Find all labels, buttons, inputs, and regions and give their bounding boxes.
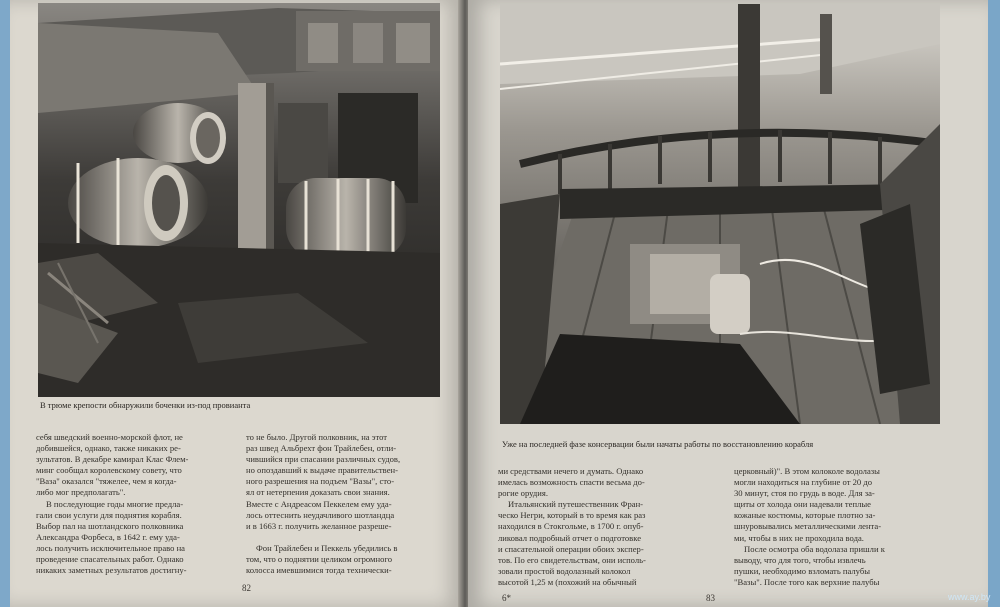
text-line: 30 минут, стоя по грудь в воде. Для за-: [734, 488, 875, 499]
text-line: себя шведский военно-морской флот, не: [36, 432, 183, 442]
text-column-2: [246, 432, 446, 576]
text-line: и спасательной операции обоих экспер-: [498, 543, 644, 554]
page-number: 83: [706, 593, 715, 603]
text-line: высотой 1,25 м (похожий на обычный: [498, 576, 637, 587]
text-line: [246, 532, 446, 543]
text-line: ми средствами нечего и думать. Однако: [498, 466, 644, 476]
text-line: церковный)". В этом колоколе водолазы: [734, 466, 880, 476]
text-line: том, что о поднятии целиком огромного: [246, 553, 392, 564]
cellar-barrels-photo: [38, 3, 440, 397]
text-line: Александра Форбеса, в 1642 г. ему уда-: [36, 531, 180, 542]
text-line: колосса имевшимися тогда технически-: [246, 565, 392, 576]
watermark: www.ay.by: [948, 592, 991, 602]
text-line: ного разрешения на подъем "Вазы", сто-: [246, 476, 395, 487]
text-line: кожаные костюмы, которые плотно за-: [734, 510, 876, 521]
text-line: "Ваза" оказался "тяжелее, чем я когда-: [36, 476, 177, 487]
text-line: раз швед Альбрехт фон Трайлебен, отли-: [246, 443, 397, 454]
page-number: 82: [242, 583, 251, 593]
text-line: добившейся, однако, также никаких ре-: [36, 443, 181, 454]
text-column-1: [498, 466, 710, 588]
text-line: находился в Стокгольме, в 1700 г. опуб-: [498, 521, 644, 532]
photo-caption: В трюме крепости обнаружили боченки из-под провианта: [40, 400, 251, 410]
text-line: чившийся при спасании различных судов,: [246, 454, 401, 465]
text-line: ял от нетерпения доказать свои знания.: [246, 487, 390, 498]
text-line: лось получить исключительное право на: [36, 542, 185, 553]
text-line: никаких заметных результатов достигну-: [36, 565, 187, 576]
text-line: рогие орудия.: [498, 488, 548, 499]
text-line: имелась возможность спасти весьма до-: [498, 477, 645, 488]
text-line: Выбор пал на шотландского полковника: [36, 520, 184, 531]
ship-deck-photo: [500, 4, 940, 424]
text-line: выводу, что для того, чтобы извлечь: [734, 554, 866, 565]
text-column-2: [734, 466, 946, 588]
text-line: либо мог предполагать".: [36, 487, 126, 498]
text-line: ликовал подробный отчет о подготовке: [498, 532, 642, 543]
text-line: зультатов. В декабре камирал Клас Флем-: [36, 454, 189, 465]
text-line: шнуровывались металлическими лента-: [734, 521, 882, 532]
text-line: В последующие годы многие предла-: [46, 498, 184, 509]
text-line: могли находиться на глубине от 20 до: [734, 477, 873, 488]
text-line: зовали простой водолазный колокол: [498, 565, 631, 576]
text-line: проведение спасательных работ. Однако: [36, 554, 184, 565]
text-line: пушки, необходимо взломать палубы: [734, 565, 870, 576]
text-line: После осмотра оба водолаза пришли к: [744, 543, 885, 554]
text-line: Итальянский путешественник Фран-: [508, 499, 644, 510]
text-column-1: [36, 432, 232, 576]
text-line: Вместе с Андреасом Пеккелем ему уда-: [246, 498, 392, 509]
text-line: то не было. Другой полковник, на этот: [246, 432, 388, 442]
text-line: минг сообщал королевскому совету, что: [36, 465, 182, 476]
text-line: лось оттеснить неудачливого шотландца: [246, 509, 395, 520]
right-page: [468, 0, 991, 607]
signature-mark: 6*: [502, 593, 511, 603]
text-line: тов. По его свидетельствам, они исполь-: [498, 554, 646, 565]
left-page: [10, 0, 462, 607]
photo-caption: Уже на последней фазе консервации были начаты работы по восстановлению корабля: [502, 439, 814, 449]
text-line: Фон Трайлебен и Пеккель убедились в: [256, 542, 398, 553]
text-line: ми, чтобы в них не проходила вода.: [734, 532, 864, 543]
text-line: "Вазы". После того как верхние палубы: [734, 576, 880, 587]
text-line: и в 1663 г. получить желанное разреше-: [246, 520, 392, 531]
text-line: но опоздавший к выдаче правительствен-: [246, 465, 398, 476]
text-line: гали свои услуги для поднятия корабля.: [36, 509, 182, 520]
text-line: ческо Негри, который в то время как раз: [498, 510, 646, 521]
text-line: щиты от холода они надевали теплые: [734, 499, 871, 510]
